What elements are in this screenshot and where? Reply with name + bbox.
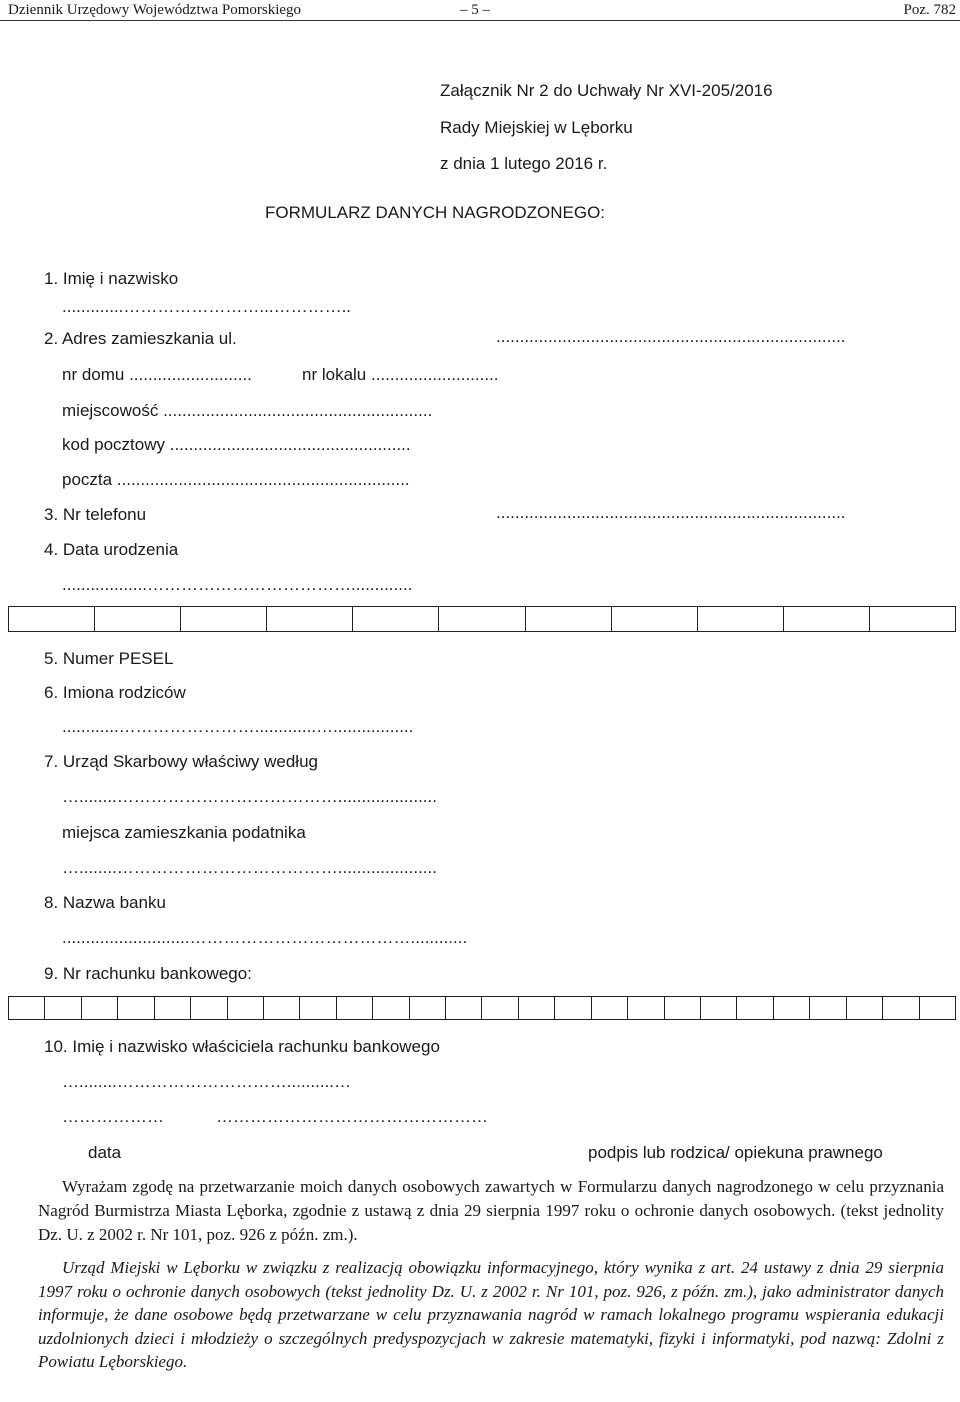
account-digit-box[interactable] [228,997,264,1019]
pesel-digit-box[interactable] [95,607,181,631]
consent-paragraph: Wyrażam zgodę na przetwarzanie moich danych osobowych zawartych w Formularzu danych nagrodzonego w celu przyznania Nagród Burmistrza Miasta Lęborka, zgodnie z ustawą z dnia 29 sierpnia 1997 roku o ochronie danych osobowych. (tekst jednolity Dz. U. z 2002 r. Nr 101, poz. 926 z późn. zm.). [38,1177,944,1244]
pesel-digit-box[interactable] [9,607,95,631]
account-digit-box[interactable] [337,997,373,1019]
account-digit-box[interactable] [920,997,955,1019]
account-digit-box[interactable] [118,997,154,1019]
field-6-label: 6. Imiona rodziców [44,683,186,702]
field-8-label: 8. Nazwa banku [44,893,166,912]
signature-dots[interactable]: ………………………………………… [216,1107,488,1126]
annex-line-2: Rady Miejskiej w Lęborku [440,118,633,137]
pesel-digit-box[interactable] [181,607,267,631]
account-digit-box[interactable] [628,997,664,1019]
field-9-label: 9. Nr rachunku bankowego: [44,964,252,983]
form-title: FORMULARZ DANYCH NAGRODZONEGO: [265,203,606,222]
account-digit-box[interactable] [701,997,737,1019]
field-7-dots[interactable]: …........…………………………………..................... [62,787,437,806]
account-digit-box[interactable] [665,997,701,1019]
account-digit-box[interactable] [45,997,81,1019]
field-nr-domu[interactable]: nr domu .......................... [62,365,252,384]
field-4-label: 4. Data urodzenia [44,540,179,559]
field-1-label: 1. Imię i nazwisko [44,269,179,288]
date-dots[interactable]: ……………… [62,1107,164,1126]
account-digit-box[interactable] [774,997,810,1019]
account-digit-box[interactable] [191,997,227,1019]
field-2-label: 2. Adres zamieszkania ul. [44,329,237,348]
pesel-digit-box[interactable] [353,607,439,631]
account-boxes[interactable] [8,996,956,1020]
field-7-sub-label: miejsca zamieszkania podatnika [62,823,306,842]
pesel-boxes[interactable] [8,606,956,632]
account-digit-box[interactable] [9,997,45,1019]
field-2-dots[interactable]: .......................................................................... [496,327,846,346]
field-10-label: 10. Imię i nazwisko właściciela rachunku bankowego [44,1037,440,1056]
pesel-digit-box[interactable] [439,607,525,631]
account-digit-box[interactable] [155,997,191,1019]
account-digit-box[interactable] [446,997,482,1019]
field-4-dots[interactable]: ..................………………………………............. [62,575,413,594]
field-1-dots[interactable]: .............……………………...………….. [62,297,352,316]
account-digit-box[interactable] [264,997,300,1019]
field-7-sub-dots[interactable]: …........…………………………………..................... [62,858,437,877]
account-digit-box[interactable] [300,997,336,1019]
signature-label: podpis lub rodzica/ opiekuna prawnego [588,1143,883,1162]
field-poczta[interactable]: poczta .............................................................. [62,470,410,489]
annex-line-1: Załącznik Nr 2 do Uchwały Nr XVI-205/2016 [440,81,773,100]
field-kod-pocztowy[interactable]: kod pocztowy ................................................... [62,435,411,454]
field-8-dots[interactable]: ...........................…………………………………............ [62,928,468,947]
header-divider [0,20,960,21]
data-processing-notice: Urząd Miejski w Lęborku w związku z realizacją obowiązku informacyjnego, który wynika z art. 24 ustawy z dnia 29 sierpnia 1997 roku o ochronie danych osobowych (tekst jednolity Dz. U. z 2002 r. Nr 101, poz. 926, z późn. zm.), jako administrator danych informuje, że dane osobowe będą przetwarzane w celu przyznawania nagród w ramach lokalnego programu wspierania edukacji uzdolnionych dzieci i młodzieży o szczególnych predyspozycjach w zakresie matematyki, fizyki i informatyki, pod nazwą: Zdolni z Powiatu Lęborskiego. [38,1258,944,1371]
account-digit-box[interactable] [883,997,919,1019]
pesel-digit-box[interactable] [784,607,870,631]
field-3-dots[interactable]: .......................................................................... [496,503,846,522]
account-digit-box[interactable] [482,997,518,1019]
pesel-digit-box[interactable] [526,607,612,631]
field-5-label: 5. Numer PESEL [44,649,174,668]
pesel-digit-box[interactable] [267,607,353,631]
account-digit-box[interactable] [82,997,118,1019]
account-digit-box[interactable] [810,997,846,1019]
account-digit-box[interactable] [519,997,555,1019]
account-digit-box[interactable] [555,997,591,1019]
field-nr-lokalu[interactable]: nr lokalu ........................... [302,365,499,384]
pesel-digit-box[interactable] [612,607,698,631]
pesel-digit-box[interactable] [870,607,955,631]
account-digit-box[interactable] [847,997,883,1019]
header-position: Poz. 782 [903,2,956,18]
pesel-digit-box[interactable] [698,607,784,631]
annex-line-3: z dnia 1 lutego 2016 r. [440,154,608,173]
date-label: data [88,1143,122,1162]
field-6-dots[interactable]: ............…………………….............…................. [62,717,414,736]
field-7-label: 7. Urząd Skarbowy właściwy według [44,752,318,771]
account-digit-box[interactable] [592,997,628,1019]
account-digit-box[interactable] [737,997,773,1019]
field-10-dots[interactable]: …........…………………………..........… [62,1072,352,1091]
account-digit-box[interactable] [373,997,409,1019]
header-page-number: – 5 – [460,2,490,18]
field-miejscowosc[interactable]: miejscowość ......................................................... [62,401,433,420]
account-digit-box[interactable] [410,997,446,1019]
field-3-label: 3. Nr telefonu [44,505,147,524]
header-journal-title: Dziennik Urzędowy Województwa Pomorskiego [8,2,302,18]
